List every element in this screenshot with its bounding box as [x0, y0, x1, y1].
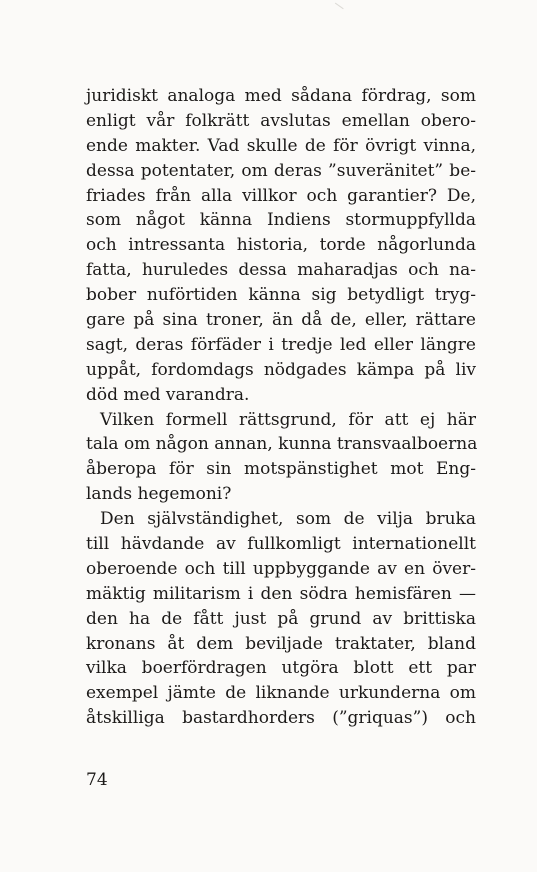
body-text	[86, 84, 476, 731]
text-line: oberoende och till uppbyggande av en över-	[86, 558, 476, 579]
text-line: till hävdande av fullkomligt internationellt	[86, 534, 476, 555]
text-line: som något känna Indiens stormuppfyllda	[86, 210, 476, 231]
text-line: och intressanta historia, torde någorlunda	[86, 235, 476, 256]
corner-scuff	[335, 0, 347, 9]
text-line: enligt vår folkrätt avslutas emellan obero-	[86, 110, 476, 131]
paragraph-start-line: Den självständighet, som de vilja bruka	[100, 509, 476, 530]
text-line: friades från alla villkor och garantier? De,	[86, 185, 476, 206]
text-line: åberopa för sin motspänstighet mot Eng-	[86, 459, 476, 480]
text-line: fatta, huruledes dessa maharadjas och na-	[86, 260, 476, 281]
text-line: uppåt, fordomdags nödgades kämpa på liv	[86, 359, 476, 380]
text-line: sagt, deras förfäder i tredje led eller längre	[86, 334, 476, 355]
text-line: kronans åt dem beviljade traktater, bland	[86, 633, 476, 654]
text-line: mäktig militarism i den södra hemisfären —	[86, 583, 476, 604]
text-line: död med varandra.	[86, 384, 250, 405]
text-line: den ha de fått just på grund av brittiska	[86, 608, 476, 629]
text-line: gare på sina troner, än då de, eller, rättare	[86, 310, 476, 331]
page-number: 74	[86, 770, 108, 790]
paragraph-start-line: Vilken formell rättsgrund, för att ej här	[100, 409, 476, 430]
text-line: bober nuförtiden känna sig betydligt tryg-	[86, 285, 476, 306]
text-line: ende makter. Vad skulle de för övrigt vinna,	[86, 135, 476, 156]
text-line: vilka boerfördragen utgöra blott ett par	[86, 658, 476, 679]
text-line: juridiskt analoga med sådana fördrag, som	[86, 86, 476, 106]
text-line: dessa potentater, om deras ”suveränitet” be-	[86, 160, 476, 181]
text-line: lands hegemoni?	[86, 484, 232, 505]
text-line: tala om någon annan, kunna transvaalboerna	[86, 434, 478, 455]
text-line: exempel jämte de liknande urkunderna om	[86, 683, 476, 704]
text-line: åtskilliga bastardhorders (”griquas”) och	[86, 708, 476, 729]
